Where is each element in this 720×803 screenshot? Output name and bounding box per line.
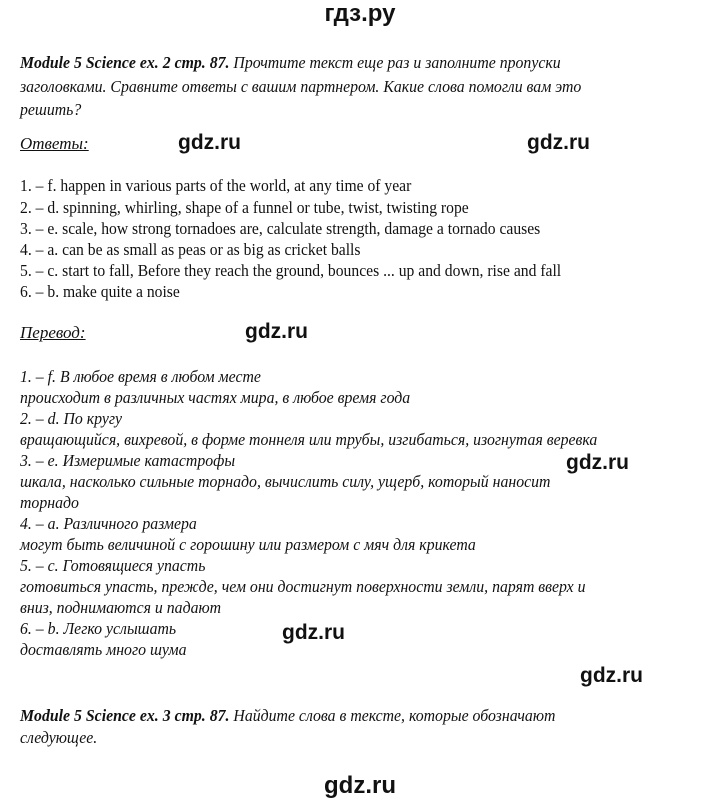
answers-heading: Ответы:: [20, 134, 89, 153]
answer-item: 6. – b. make quite a noise: [20, 282, 180, 301]
translation-line: 5. – c. Готовящиеся упасть: [20, 556, 206, 575]
translation-line: 6. – b. Легко услышать: [20, 619, 177, 638]
translation-line: 2. – d. По кругу: [20, 409, 123, 428]
ex2-label: Module 5 Science ex. 2 стр. 87.: [20, 53, 230, 72]
site-title: гдз.ру: [324, 0, 396, 27]
translation-line: вращающийся, вихревой, в форме тоннеля или трубы, изгибаться, изогнутая веревка: [20, 430, 598, 449]
translation-heading: Перевод:: [20, 323, 86, 342]
watermark: gdz.ru: [245, 320, 308, 343]
watermark: gdz.ru: [527, 131, 590, 154]
ex3-task-line1: [20, 705, 555, 726]
answer-item: 4. – a. can be as small as peas or as big as cricket balls: [20, 240, 361, 259]
watermark: gdz.ru: [566, 451, 629, 474]
answer-item: 5. – c. start to fall, Before they reach the ground, bounces ... up and down, rise and fall: [20, 261, 562, 280]
translation-line: 1. – f. В любое время в любом месте: [20, 367, 261, 386]
translation-line: вниз, поднимаются и падают: [20, 598, 222, 617]
watermark: gdz.ru: [282, 621, 345, 644]
ex3-task-text: Найдите слова в тексте, которые обозначают: [233, 706, 556, 725]
answer-item: 2. – d. spinning, whirling, shape of a funnel or tube, twist, twisting rope: [20, 198, 469, 217]
translation-line: торнадо: [20, 493, 79, 512]
translation-line: шкала, насколько сильные торнадо, вычислить силу, ущерб, который наносит: [20, 472, 551, 491]
ex2-task-line2: заголовками. Сравните ответы с вашим партнером. Какие слова помогли вам это: [20, 77, 582, 96]
answer-item: 1. – f. happen in various parts of the world, at any time of year: [20, 176, 412, 195]
translation-line: могут быть величиной с горошину или размером с мяч для крикета: [20, 535, 476, 554]
ex2-task-line3: решить?: [20, 100, 82, 119]
translation-line: готовиться упасть, прежде, чем они достигнут поверхности земли, парят вверх и: [20, 577, 586, 596]
watermark: gdz.ru: [324, 772, 396, 799]
ex3-task-line2: следующее.: [20, 728, 98, 747]
ex2-task-text: Прочтите текст еще раз и заполните пропуски: [233, 53, 561, 72]
translation-line: 4. – a. Различного размера: [20, 514, 197, 533]
ex2-task-line1: [20, 52, 561, 73]
translation-line: 3. – e. Измеримые катастрофы: [20, 451, 236, 470]
watermark: gdz.ru: [178, 131, 241, 154]
translation-line: происходит в различных частях мира, в любое время года: [20, 388, 411, 407]
ex3-label: Module 5 Science ex. 3 стр. 87.: [20, 706, 230, 725]
translation-line: доставлять много шума: [20, 640, 187, 659]
answer-item: 3. – e. scale, how strong tornadoes are, calculate strength, damage a tornado causes: [20, 219, 541, 238]
watermark: gdz.ru: [580, 664, 643, 687]
